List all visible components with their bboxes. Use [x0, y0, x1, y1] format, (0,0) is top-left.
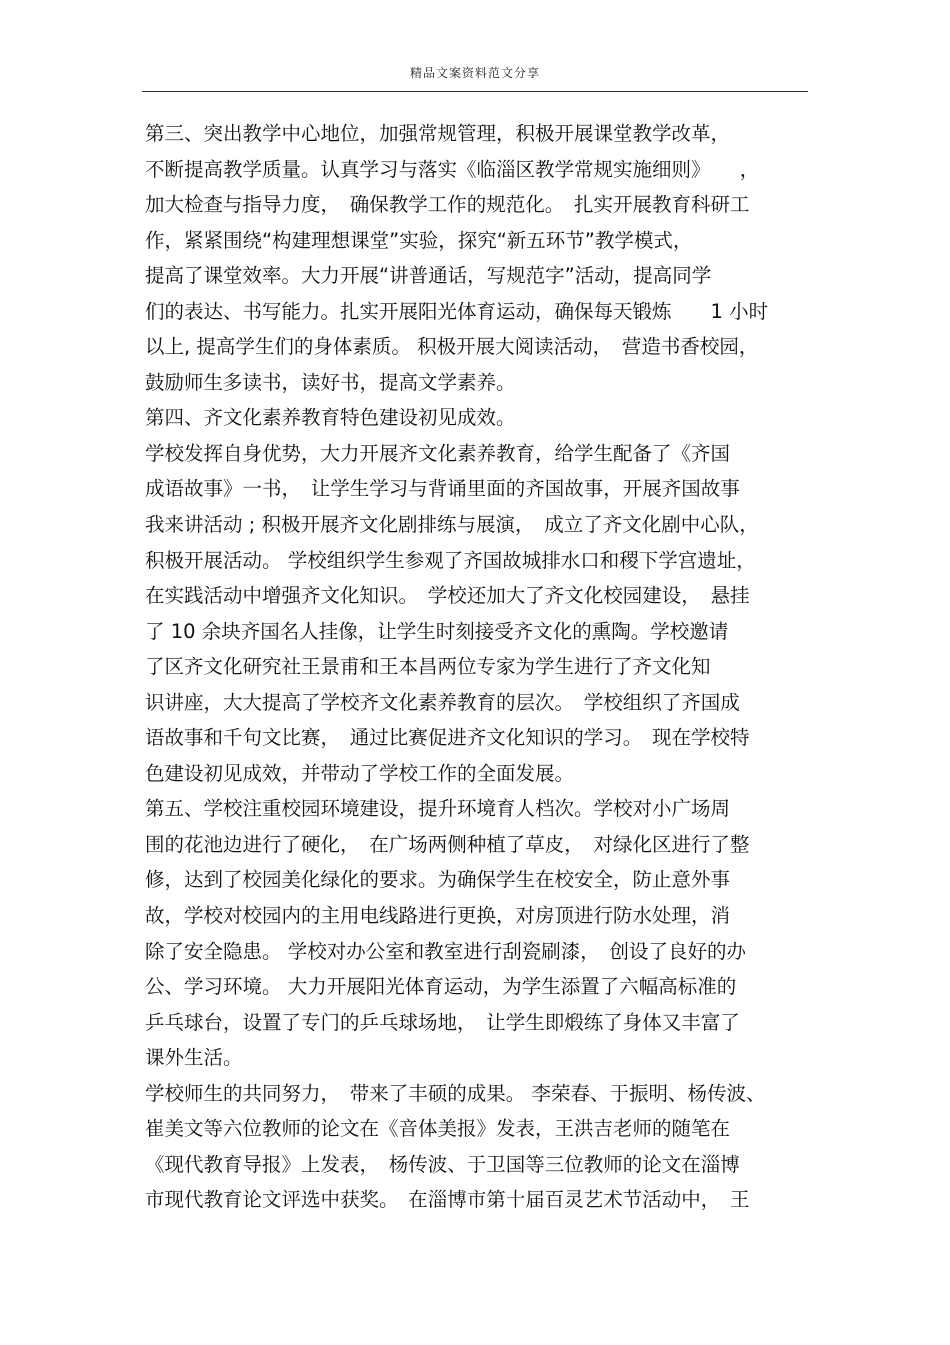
text-line: 了 10 余块齐国名人挂像，让学生时刻接受齐文化的熏陶。学校邀请 [145, 619, 729, 643]
text-line: 公、学习环境。 大力开展阳光体育运动，为学生添置了六幅高标准的 [145, 975, 737, 999]
text-line: 第四、齐文化素养教育特色建设初见成效。 [145, 406, 516, 430]
text-line: 作，紧紧围绕“构建理想课堂”实验，探究“新五环节”教学模式， [145, 228, 693, 252]
text-line: 学校发挥自身优势，大力开展齐文化素养教育，给学生配备了《齐国 [145, 441, 731, 465]
text-line: 我来讲活动 ; 积极开展齐文化剧排练与展演， 成立了齐文化剧中心队， [145, 513, 759, 537]
text-line: 围的花池边进行了硬化， 在广场两侧种植了草皮， 对绿化区进行了整 [145, 832, 750, 856]
text-line: 第五、学校注重校园环境建设，提升环境育人档次。学校对小广场周 [145, 797, 731, 821]
text-line: 除了安全隐患。 学校对办公室和教室进行刮瓷刷漆， 创设了良好的办 [145, 939, 746, 963]
text-line: 们的表达、书写能力。扎实开展阳光体育运动，确保每天锻炼 1 小时 [145, 299, 769, 323]
document-body [145, 116, 813, 1218]
text-line: 色建设初见成效，并带动了学校工作的全面发展。 [145, 761, 575, 785]
text-line: 课外生活。 [145, 1046, 243, 1070]
header-divider [142, 91, 808, 92]
text-line: 了区齐文化研究社王景甫和王本昌两位专家为学生进行了齐文化知 [145, 655, 711, 679]
text-line: 在实践活动中增强齐文化知识。 学校还加大了齐文化校园建设， 悬挂 [145, 584, 750, 608]
text-line: 第三、突出教学中心地位，加强常规管理，积极开展课堂教学改革， [145, 122, 731, 145]
text-line: 加大检查与指导力度， 确保教学工作的规范化。 扎实开展教育科研工 [145, 193, 750, 217]
text-line: 崔美文等六位教师的论文在《音体美报》发表，王洪吉老师的随笔在 [145, 1117, 731, 1141]
text-line: 《现代教育导报》上发表， 杨传波、于卫国等三位教师的论文在淄博 [145, 1152, 740, 1176]
text-line: 语故事和千句文比赛， 通过比赛促进齐文化知识的学习。 现在学校特 [145, 726, 750, 750]
text-line: 学校师生的共同努力， 带来了丰硕的成果。 李荣春、于振明、杨传波、 [145, 1081, 766, 1105]
page-header: 精品文案资料范文分享 [409, 66, 540, 80]
text-line: 成语故事》一书， 让学生学习与背诵里面的齐国故事，开展齐国故事 [145, 477, 740, 501]
text-line: 鼓励师生多读书，读好书，提高文学素养。 [145, 370, 516, 394]
text-line: 市现代教育论文评选中获奖。 在淄博市第十届百灵艺术节活动中， 王 [145, 1188, 750, 1212]
text-line: 修，达到了校园美化绿化的要求。为确保学生在校安全，防止意外事 [145, 868, 731, 892]
text-line: 积极开展活动。 学校组织学生参观了齐国故城排水口和稷下学宫遗址， [145, 548, 756, 572]
text-line: 识讲座，大大提高了学校齐文化素养教育的层次。 学校组织了齐国成 [145, 690, 740, 714]
text-line: 故，学校对校园内的主用电线路进行更换，对房顶进行防水处理，消 [145, 904, 731, 928]
text-line: 乒乓球台，设置了专门的乒乓球场地， 让学生即煅练了身体又丰富了 [145, 1010, 740, 1034]
text-line: 不断提高教学质量。认真学习与落实《临淄区教学常规实施细则》 ， [145, 157, 760, 181]
text-line: 以上, 提高学生们的身体素质。 积极开展大阅读活动， 营造书香校园， [145, 335, 759, 359]
text-line: 提高了课堂效率。大力开展“讲普通话，写规范字”活动，提高同学 [145, 264, 712, 288]
